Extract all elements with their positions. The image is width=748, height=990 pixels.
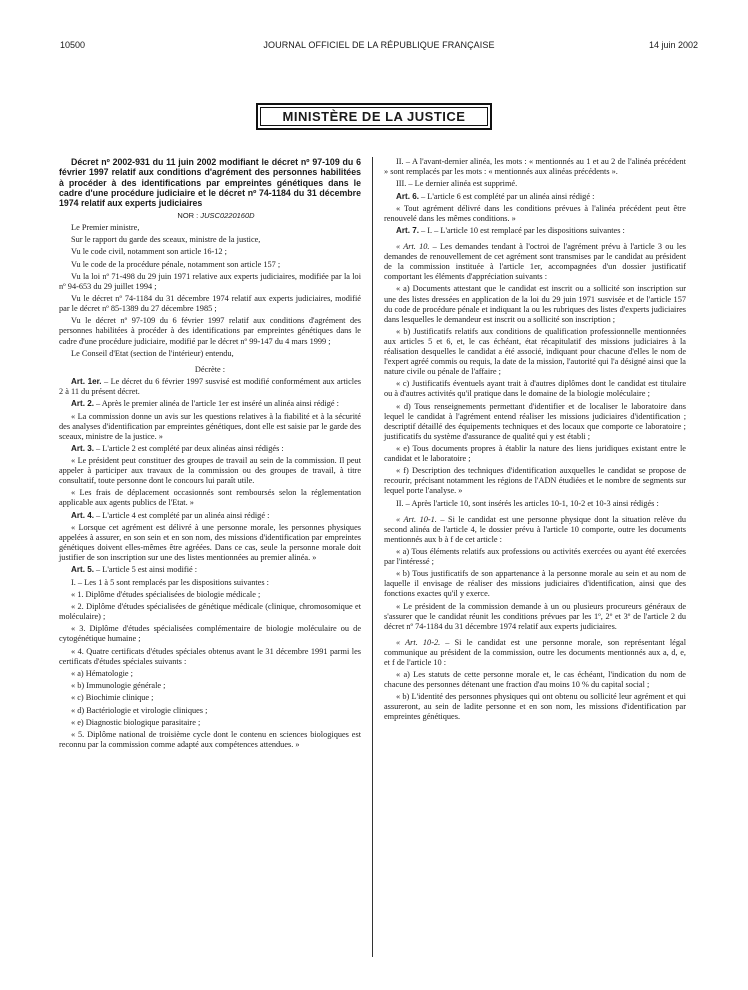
article-label: « Art. 10-1. (396, 514, 437, 524)
quoted-paragraph: « e) Tous documents propres à établir la nature des liens juridiques existant entre le candidat et le laboratoire ; (384, 443, 686, 463)
quoted-paragraph: « b) L'identité des personnes physiques qui ont obtenu ou sollicité leur agrément et qui assureront, au sein de ladite personne et en son nom, les missions d'identification par empreintes génétiques. (384, 692, 686, 722)
paragraph: Vu le décret nº 74-1184 du 31 décembre 1974 relatif aux experts judiciaires, modifié par le décret nº 85-1389 du 27 décembre 1985 ; (59, 294, 361, 314)
ministry-heading: MINISTÈRE DE LA JUSTICE (282, 109, 466, 124)
decree-title: Décret nº 2002-931 du 11 juin 2002 modifiant le décret nº 97-109 du 6 février 1997 relatif aux conditions d'agrément des personnes habilitées à procéder à des identifications par empreintes génétiques dans le cadre d'une procédure judiciaire et le décret nº 74-1184 du 31 décembre 1974 relatif aux experts judiciaires (59, 157, 361, 209)
article-label: Art. 5. (71, 565, 94, 575)
paragraph: Sur le rapport du garde des sceaux, ministre de la justice, (71, 235, 261, 245)
list-item: « b) Immunologie générale ; (71, 681, 166, 691)
nor-label: NOR : (177, 210, 199, 220)
decrete-heading: Décrète : (194, 364, 226, 374)
article-label: Art. 1er. (71, 377, 102, 387)
paragraph: Vu le code civil, notamment son article 16-12 ; (71, 247, 227, 257)
quoted-paragraph: « c) Justificatifs éventuels ayant trait à d'autres diplômes dont le candidat est titulaire ou à d'autres activités qu'il pratique dans le domaine de la biologie moléculaire ; (384, 379, 686, 399)
article-label: Art. 2. (71, 399, 94, 409)
article-text: – L'article 5 est ainsi modifié : (93, 565, 198, 575)
article-label: Art. 7. (396, 226, 419, 236)
list-item: « 4. Quatre certificats d'études spéciales obtenus avant le 31 décembre 1991 parmi les certificats d'études spéciales suivants : (59, 646, 361, 666)
nor-reference (59, 211, 361, 221)
left-column (59, 157, 361, 752)
article-label: Art. 3. (71, 443, 94, 453)
paragraph: Le Conseil d'Etat (section de l'intérieur) entendu, (71, 348, 234, 358)
quoted-paragraph: « Lorsque cet agrément est délivré à une personne morale, les personnes physiques appelées à assurer, en son sein et en son nom, des missions d'identification par empreintes génétiques doivent elles-mêmes être agréées. Dans ce cas, seule la personne morale doit justifier de son inscription sur une des listes mentionnées au premier alinéa. » (59, 522, 361, 563)
article-4 (59, 511, 361, 521)
paragraph: II. – Après l'article 10, sont insérés les articles 10-1, 10-2 et 10-3 ainsi rédigés : (396, 498, 659, 508)
page-number: 10500 (60, 40, 86, 50)
list-item: « 2. Diplôme d'études spécialisées de génétique médicale (clinique, chromosomique et moléculaire) ; (59, 602, 361, 622)
list-item: « 1. Diplôme d'études spécialisées de biologie médicale ; (71, 589, 261, 599)
article-10-2 (384, 638, 686, 668)
article-text: – I. – L'article 10 est remplacé par les dispositions suivantes : (418, 226, 625, 236)
article-text: – Si le candidat est une personne morale, son représentant légal communique au président de la commission, outre les documents mentionnés aux a, d, e, et f de l'article 10 : (384, 637, 687, 667)
issue-date: 14 juin 2002 (648, 40, 698, 50)
nor-code: JUSC0220160D (200, 210, 255, 220)
quoted-paragraph: « Tout agrément délivré dans les conditions prévues à l'alinéa précédent peut être renouvelé dans les mêmes conditions. » (384, 203, 686, 223)
quoted-paragraph: « b) Tous justificatifs de son appartenance à la personne morale au sein et au nom de laquelle il envisage de réaliser des missions judiciaires d'identification, ainsi que des fonctions exactes qu'il y exerce. (384, 569, 686, 599)
article-label: « Art. 10. (396, 242, 430, 252)
article-text: – L'article 4 est complété par un alinéa ainsi rédigé : (93, 510, 270, 520)
quoted-paragraph: « d) Tous renseignements permettant d'identifier et de localiser le laboratoire dans lequel le candidat à l'agrément entend réaliser les missions judiciaires d'identification ; descriptif détaillé des équipements techniques et des locaux que comporte ce laboratoire ; justificatifs du système d'assurance de qualité qui y est établi ; (384, 401, 686, 441)
column-divider (372, 157, 373, 957)
article-2 (59, 399, 361, 409)
quoted-paragraph: « Le président de la commission demande à un ou plusieurs procureurs généraux de s'assurer que le candidat réunit les conditions prévues par les 1º, 2º et 3º de l'article 2 du décret nº 74-1184 du 31 décembre 1974 relatif aux experts judiciaires. (384, 601, 686, 631)
article-1 (59, 377, 361, 397)
article-6 (384, 192, 686, 202)
running-header (60, 40, 698, 54)
paragraph: III. – Le dernier alinéa est supprimé. (396, 179, 518, 189)
paragraph: Vu le décret nº 97-109 du 6 février 1997 relatif aux conditions d'agrément des personnes habilitées à procéder à des identifications par empreintes génétiques dans le cadre d'une procédure judiciaire, modifié par le décret nº 99-147 du 4 mars 1999 ; (59, 316, 361, 346)
quoted-paragraph: « a) Les statuts de cette personne morale et, le cas échéant, l'indication du nom de chacune des personnes détenant une fraction d'au moins 10 % du capital social ; (384, 669, 686, 690)
paragraph: Vu le code de la procédure pénale, notamment son article 157 ; (71, 259, 281, 269)
right-column (384, 157, 686, 725)
quoted-paragraph: « Le président peut constituer des groupes de travail au sein de la commission. Il peut appeler à participer aux travaux de la commission ou des groupes de travail, à titre consultatif, toute personne dont le concours lui paraît utile. (59, 456, 361, 486)
quoted-paragraph: « f) Description des techniques d'identification auxquelles le candidat se propose de recourir, précisant notamment les régions de l'ADN étudiées et le nombre de segments sur lequel porte l'analyse. » (384, 466, 686, 496)
article-text: – Le décret du 6 février 1997 susvisé est modifié conformément aux articles 2 à 11 du présent décret. (59, 377, 361, 397)
quoted-paragraph: « b) Justificatifs relatifs aux conditions de qualification professionnelle mentionnées aux articles 5 et 6, et, le cas échéant, état récapitulatif des missions judiciaires à la réalisation desquelles le candidat a été associé, indiquant pour chacune d'elles le nom de l'expert agréé commis ou requis, la date de la mission, l'autorité qui l'a désigné ainsi que la nature civile ou pénale de l'affaire ; (384, 326, 686, 377)
paragraph: Le Premier ministre, (71, 222, 140, 232)
quoted-paragraph: « Les frais de déplacement occasionnés sont remboursés selon la réglementation applicable aux agents publics de l'Etat. » (59, 488, 361, 508)
quoted-paragraph: « a) Documents attestant que le candidat est inscrit ou a sollicité son inscription sur une des listes dressées en application de la loi du 29 juin 1971 susvisée et de l'article 157 du code de procédure pénale et indiquant la ou les rubriques des listes d'experts judiciaires dans lesquelles le demandeur est inscrit ou a sollicité son inscription ; (384, 284, 686, 324)
paragraph: I. – Les 1 à 5 sont remplacés par les dispositions suivantes : (71, 577, 269, 587)
article-label: « Art. 10-2. (396, 637, 441, 647)
article-label: Art. 6. (396, 191, 419, 201)
article-5 (59, 565, 361, 575)
list-item: « c) Biochimie clinique ; (71, 693, 154, 703)
quoted-paragraph: « a) Tous éléments relatifs aux professions ou activités exercées ou ayant été exercées par l'intéressé ; (384, 546, 686, 566)
article-10 (384, 242, 686, 282)
article-3 (59, 444, 361, 454)
article-text: – L'article 6 est complété par un alinéa ainsi rédigé : (418, 191, 595, 201)
article-label: Art. 4. (71, 510, 94, 520)
article-text: – L'article 2 est complété par deux alinéas ainsi rédigés : (93, 443, 284, 453)
list-item: « 3. Diplôme d'études spécialisées complémentaire de biologie moléculaire ou de cytogénétique humaine ; (59, 624, 361, 644)
article-10-1 (384, 515, 686, 545)
quoted-paragraph: « La commission donne un avis sur les questions relatives à la fiabilité et à la sécurité des analyses d'identification par empreintes génétiques, dont elle est saisie par le garde des sceaux, ministre de la justice. » (59, 411, 361, 441)
paragraph: Vu la loi nº 71-498 du 29 juin 1971 relative aux experts judiciaires, modifiée par la loi nº 94-653 du 29 juillet 1994 ; (59, 271, 361, 291)
list-item: « e) Diagnostic biologique parasitaire ; (71, 717, 201, 727)
ministry-heading-box (256, 103, 492, 130)
list-item: « d) Bactériologie et virologie cliniques ; (71, 705, 208, 715)
article-text: – Les demandes tendant à l'octroi de l'agrément prévu à l'article 3 ou les demandes de renouvellement de cet agrément sont transmises par le candidat au président de la commission instituée à l'article 1er, accompagnées d'un dossier justificatif comportant les éléments d'appréciation suivants : (384, 242, 686, 282)
article-text: – Après le premier alinéa de l'article 1er est inséré un alinéa ainsi rédigé : (93, 399, 339, 409)
paragraph: II. – A l'avant-dernier alinéa, les mots : « mentionnés au 1 et au 2 de l'alinéa précédent » sont remplacés par les mots : « mentionnés aux alinéas précédents ». (384, 157, 686, 177)
journal-title: JOURNAL OFFICIEL DE LA RÉPUBLIQUE FRANÇAISE (263, 40, 495, 50)
list-item: « 5. Diplôme national de troisième cycle dont le contenu en sciences biologiques est reconnu par la commission comme adapté aux compétences attendues. » (59, 730, 361, 750)
article-text: – Si le candidat est une personne physique dont la situation relève du second alinéa de l'article 4, le dossier prévu à l'article 10 comporte, outre les documents mentionnés aux b à f de cet article : (384, 514, 687, 544)
list-item: « a) Hématologie ; (71, 668, 133, 678)
article-7 (384, 226, 686, 236)
